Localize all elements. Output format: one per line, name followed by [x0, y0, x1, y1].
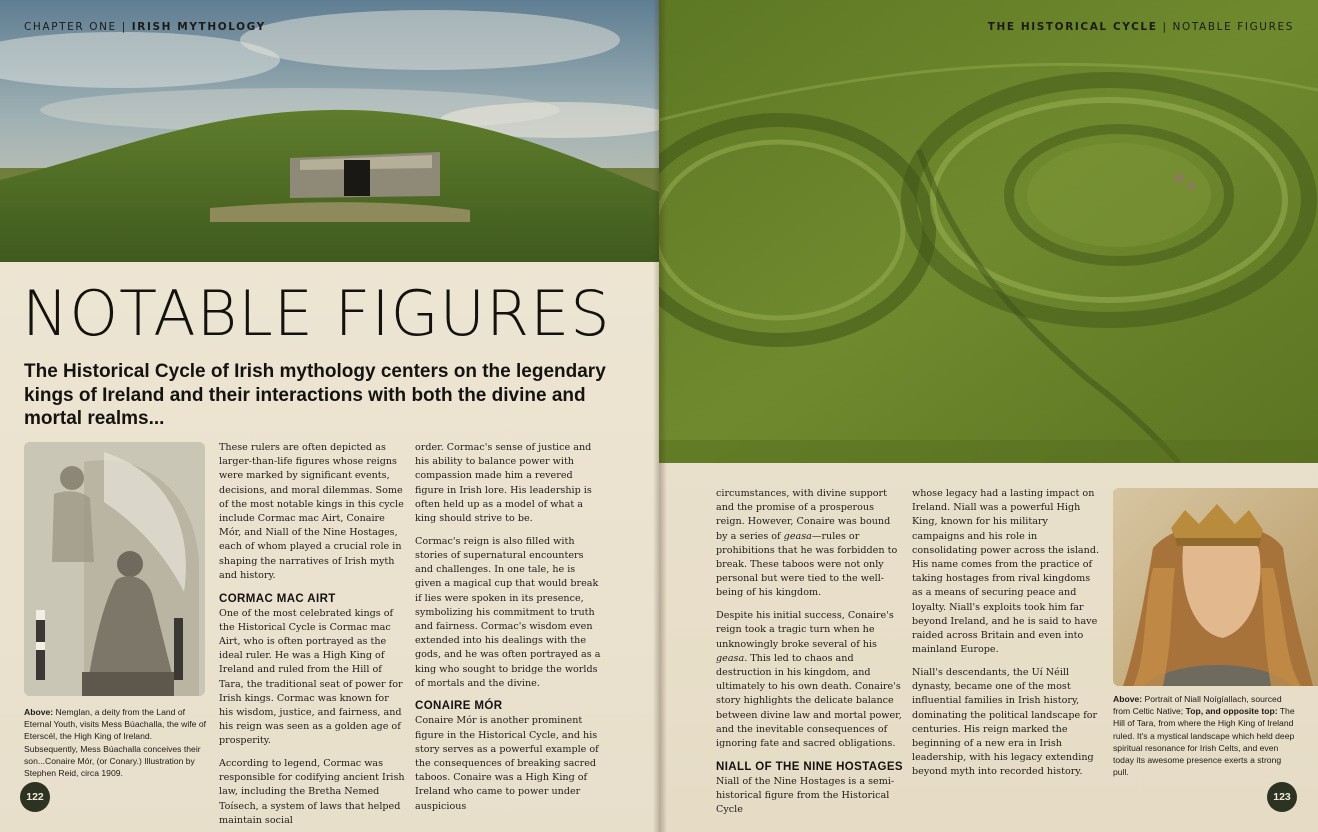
- body-column-4: [912, 487, 1102, 788]
- nemglan-illustration: [24, 442, 205, 696]
- body-paragraph: According to legend, Cormac was responsible for codifying ancient Irish law, including the Bretha Nemed Toísech, a system of laws that helped maintain social: [219, 758, 405, 826]
- body-paragraph: [716, 609, 904, 751]
- caption-nemglan: [24, 706, 206, 779]
- body-paragraph: These rulers are often depicted as larger-than-life figures whose reigns were marked by significant events, decisions, and moral dilemmas. Some of the most notable kings in this cycle include Cormac mac Airt, Conaire Mór, and Niall of the Nine Hostages, each of whom played a crucial role in shaping the narratives of Irish myth and history.: [219, 442, 404, 581]
- caption-text: Portrait of Niall Noígíallach, sourced from Celtic Native;: [1113, 694, 1282, 717]
- niall-portrait-illustration: [1113, 488, 1318, 686]
- mound-tomb-illustration: [0, 0, 659, 262]
- hill-of-tara-photo: [659, 0, 1318, 463]
- caption-label: Top, and opposite top:: [1185, 706, 1278, 717]
- heading-cormac-mac-airt: CORMAC MAC AIRT: [219, 592, 336, 605]
- standfirst: The Historical Cycle of Irish mythology centers on the legendary kings of Ireland and their interactions with both the divine and mortal realms...: [24, 361, 606, 429]
- text-run-italic: geasa: [783, 530, 812, 542]
- body-column-2: [415, 441, 603, 822]
- page-title: NOTABLE FIGURES: [22, 277, 611, 350]
- running-head-left: [24, 21, 266, 33]
- niall-portrait: [1113, 488, 1318, 686]
- body-paragraph: Conaire Mór is another prominent figure in the Historical Cycle, and his story serves as a powerful example of the consequences of breaking sacred taboos. Conaire was a High King of Ireland who came to power under auspicious: [415, 715, 599, 812]
- caption-label: Above:: [1113, 694, 1143, 704]
- hill-of-tara-aerial-illustration: [659, 0, 1318, 463]
- caption-niall-tara: [1113, 693, 1298, 778]
- body-column-1: [219, 441, 405, 832]
- running-head-chapter: CHAPTER ONE |: [24, 21, 132, 33]
- page-number-right: 123: [1267, 782, 1297, 812]
- caption-label: Above:: [24, 707, 54, 717]
- heading-niall: NIALL OF THE NINE HOSTAGES: [716, 760, 903, 773]
- body-paragraph: Niall's descendants, the Uí Néill dynasty, became one of the most influential families in Irish history, dominating the political landscape for centuries. His reign marked the beginning of a new era in Irish leadership, with his legacy extending beyond myth into recorded history.: [912, 666, 1098, 778]
- running-head-section: THE HISTORICAL CYCLE: [987, 21, 1158, 33]
- text-run: Despite his initial success, Conaire's reign took a tragic turn when he unknowingly broke several of his: [716, 610, 894, 650]
- text-run: . This led to chaos and destruction in his kingdom, and ultimately to his own death. Conaire's story highlights the delicate balance between divine law and mortal power, and the inevitable consequences of ignoring fate and sacred obligations.: [716, 652, 902, 749]
- body-paragraph: whose legacy had a lasting impact on Ireland. Niall was a powerful High King, known for his military campaigns and his role in consolidating power across the island. His name comes from the practice of taking hostages from rival kingdoms as a means of securing peace and loyalty. Niall's exploits took him far beyond Ireland, and he is said to have raided across Britain and even into mainland Europe.: [912, 488, 1100, 656]
- running-head-topic: | NOTABLE FIGURES: [1157, 21, 1294, 33]
- text-run: —rules or prohibitions that he was forbidden to break. These taboos were not only personal but were tied to the well-being of his kingdom.: [716, 530, 898, 599]
- body-paragraph: [716, 487, 904, 601]
- running-head-section: IRISH MYTHOLOGY: [131, 21, 266, 33]
- book-gutter: [653, 0, 667, 832]
- heading-conaire-mor: CONAIRE MÓR: [415, 700, 503, 713]
- page-number-left: 122: [20, 782, 50, 812]
- caption-text: Nemglan, a deity from the Land of Eternal Youth, visits Mess Búachalla, the wife of Eterscél, the High King of Ireland. Subsequently, Mess Búachalla conceives their son...Conaire Mór, (or Conary.) Illustration by Stephen Reid, circa 1909.: [24, 707, 206, 779]
- body-paragraph: Niall of the Nine Hostages is a semi-historical figure from the Historical Cycle: [716, 775, 895, 816]
- body-paragraph: Cormac's reign is also filled with stories of supernatural encounters and challenges. In one tale, he is given a magical cup that would break if lies were spoken in its presence, symbolizing his commitment to truth and fairness. Cormac's wisdom even extended into his dealings with the gods, and he was often portrayed as a king who sought to bridge the worlds of mortals and the divine.: [415, 535, 601, 689]
- body-column-3: [716, 487, 904, 826]
- nemglan-visit-drawing: [24, 442, 205, 696]
- text-run: circumstances, with divine support and the promise of a prosperous reign. However, Conaire was bound by a series of: [716, 488, 891, 542]
- text-run-italic: geasa: [716, 652, 745, 664]
- body-paragraph: One of the most celebrated kings of the Historical Cycle is Cormac mac Airt, who is often portrayed as the ideal ruler. He was a High King of Ireland and ruled from the Hill of Tara, the traditional seat of power for Irish kings. Cormac was known for his wisdom, justice, and fairness, and his reign was seen as a golden age of prosperity.: [219, 607, 403, 747]
- body-paragraph: order. Cormac's sense of justice and his ability to balance power with compassion made him a revered figure in Irish lore. His leadership is often held up as a model of what a king should strive to be.: [415, 442, 592, 525]
- running-head-right: [988, 21, 1294, 33]
- mound-tomb-photo: [0, 0, 659, 262]
- caption-text: The Hill of Tara, from where the High King of Ireland ruled. It's a mystical landscape which held deep spiritual resonance for Irish Celts, and even today its awesome presence exerts a strong pull.: [1113, 706, 1295, 778]
